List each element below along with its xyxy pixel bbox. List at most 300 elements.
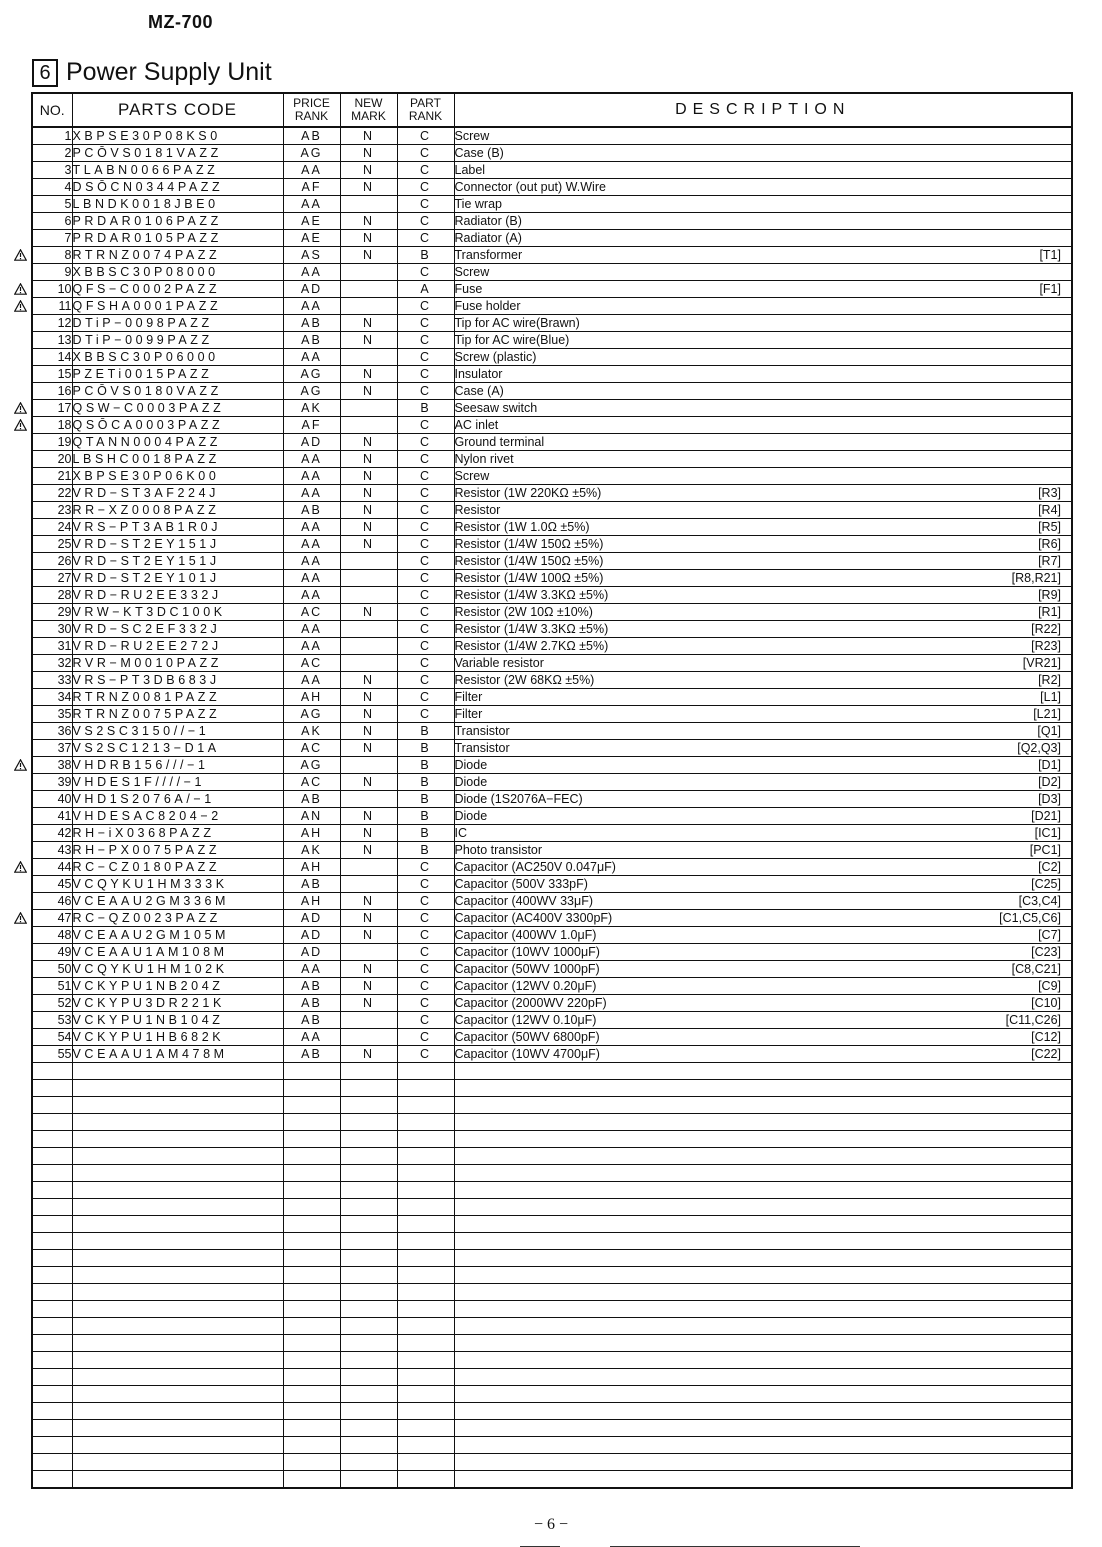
part-rank: C: [397, 638, 454, 655]
empty-cell: [72, 1420, 283, 1437]
description-text: Resistor: [454, 503, 501, 517]
reference-designator: [R22]: [1031, 622, 1061, 636]
price-rank: AD: [283, 927, 340, 944]
description-cell: [454, 757, 1072, 774]
price-rank: AC: [283, 655, 340, 672]
empty-cell: [72, 1097, 283, 1114]
description-text: Capacitor (50WV 6800pF): [454, 1030, 600, 1044]
empty-cell: [72, 1454, 283, 1471]
empty-row: [32, 1131, 1072, 1148]
description-text: IC: [454, 826, 467, 840]
description-cell: [454, 366, 1072, 383]
row-number: 40: [32, 791, 72, 808]
empty-cell: [72, 1386, 283, 1403]
new-mark: [340, 638, 397, 655]
price-rank: AA: [283, 162, 340, 179]
price-rank: AS: [283, 247, 340, 264]
part-rank: C: [397, 162, 454, 179]
table-row: [32, 281, 1072, 298]
description-cell: [454, 485, 1072, 502]
part-rank: C: [397, 519, 454, 536]
new-mark: N: [340, 978, 397, 995]
empty-cell: [72, 1250, 283, 1267]
empty-cell: [283, 1318, 340, 1335]
row-number: 18: [32, 417, 72, 434]
reference-designator: [R8,R21]: [1011, 571, 1061, 585]
reference-designator: [VR21]: [1022, 656, 1061, 670]
safety-warning-icon: [14, 912, 27, 924]
empty-cell: [397, 1403, 454, 1420]
description-cell: [454, 264, 1072, 281]
empty-cell: [397, 1080, 454, 1097]
reference-designator: [C12]: [1031, 1030, 1061, 1044]
empty-cell: [397, 1250, 454, 1267]
new-mark: [340, 791, 397, 808]
table-row: [32, 961, 1072, 978]
description-cell: [454, 825, 1072, 842]
table-row: [32, 604, 1072, 621]
row-number: 23: [32, 502, 72, 519]
parts-code: VRS−PT3AB1R0J: [72, 519, 283, 536]
part-rank: B: [397, 723, 454, 740]
description-text: Screw: [454, 265, 490, 279]
empty-cell: [454, 1267, 1072, 1284]
empty-cell: [32, 1097, 72, 1114]
empty-cell: [283, 1335, 340, 1352]
empty-cell: [340, 1148, 397, 1165]
empty-cell: [32, 1250, 72, 1267]
description-text: Capacitor (12WV 0.20μF): [454, 979, 597, 993]
table-row: [32, 247, 1072, 264]
reference-designator: [R9]: [1038, 588, 1061, 602]
empty-cell: [72, 1437, 283, 1454]
new-mark: N: [340, 910, 397, 927]
row-number: 10: [32, 281, 72, 298]
empty-cell: [397, 1233, 454, 1250]
new-mark: N: [340, 604, 397, 621]
new-mark: N: [340, 213, 397, 230]
empty-cell: [340, 1216, 397, 1233]
row-number: 46: [32, 893, 72, 910]
part-rank: C: [397, 961, 454, 978]
empty-cell: [32, 1080, 72, 1097]
row-number: 34: [32, 689, 72, 706]
empty-cell: [397, 1369, 454, 1386]
description-text: Transistor: [454, 741, 510, 755]
new-mark: [340, 587, 397, 604]
row-number: 39: [32, 774, 72, 791]
empty-cell: [283, 1165, 340, 1182]
price-rank: AE: [283, 230, 340, 247]
empty-cell: [72, 1131, 283, 1148]
description-cell: [454, 502, 1072, 519]
table-row: [32, 451, 1072, 468]
parts-code: VCEAAU1AM478M: [72, 1046, 283, 1063]
empty-cell: [72, 1267, 283, 1284]
empty-row: [32, 1080, 1072, 1097]
empty-cell: [72, 1403, 283, 1420]
table-row: [32, 689, 1072, 706]
description-text: Tip for AC wire(Blue): [454, 333, 570, 347]
empty-cell: [340, 1097, 397, 1114]
price-rank: AG: [283, 757, 340, 774]
empty-cell: [454, 1335, 1072, 1352]
part-rank: C: [397, 417, 454, 434]
table-row: [32, 1046, 1072, 1063]
description-text: Capacitor (400WV 33μF): [454, 894, 594, 908]
description-text: Resistor (2W 10Ω ±10%): [454, 605, 593, 619]
empty-cell: [340, 1063, 397, 1080]
empty-cell: [283, 1148, 340, 1165]
empty-cell: [454, 1454, 1072, 1471]
empty-cell: [283, 1250, 340, 1267]
parts-code: VRW−KT3DC100K: [72, 604, 283, 621]
header-price-rank-line2: RANK: [294, 109, 329, 123]
row-number: 32: [32, 655, 72, 672]
new-mark: [340, 570, 397, 587]
new-mark: [340, 1029, 397, 1046]
reference-designator: [Q2,Q3]: [1017, 741, 1061, 755]
empty-cell: [340, 1386, 397, 1403]
new-mark: N: [340, 247, 397, 264]
table-row: [32, 145, 1072, 162]
parts-code: VCQYKU1HM102K: [72, 961, 283, 978]
empty-cell: [283, 1369, 340, 1386]
description-text: Resistor (1/4W 150Ω ±5%): [454, 537, 604, 551]
description-cell: [454, 145, 1072, 162]
part-rank: C: [397, 332, 454, 349]
safety-warning-icon: [14, 419, 27, 431]
table-row: [32, 638, 1072, 655]
parts-code: XBPSE30P08KS0: [72, 127, 283, 145]
table-row: [32, 791, 1072, 808]
price-rank: AA: [283, 621, 340, 638]
empty-cell: [397, 1437, 454, 1454]
row-number: 55: [32, 1046, 72, 1063]
header-new-mark-line2: MARK: [351, 109, 386, 123]
price-rank: AH: [283, 825, 340, 842]
part-rank: C: [397, 145, 454, 162]
empty-cell: [72, 1352, 283, 1369]
row-number: 43: [32, 842, 72, 859]
description-text: Resistor (1/4W 3.3KΩ ±5%): [454, 622, 609, 636]
price-rank: AA: [283, 961, 340, 978]
table-row: [32, 485, 1072, 502]
table-row: [32, 859, 1072, 876]
parts-code: PCŌVS0181VAZZ: [72, 145, 283, 162]
row-number: 22: [32, 485, 72, 502]
description-text: Diode: [454, 758, 488, 772]
empty-cell: [340, 1454, 397, 1471]
price-rank: AB: [283, 1046, 340, 1063]
reference-designator: [C2]: [1038, 860, 1061, 874]
table-row: [32, 672, 1072, 689]
description-text: Transistor: [454, 724, 510, 738]
table-row: [32, 213, 1072, 230]
row-number: 4: [32, 179, 72, 196]
price-rank: AC: [283, 774, 340, 791]
empty-cell: [283, 1437, 340, 1454]
parts-table: [31, 92, 1073, 1489]
page-number: − 6 −: [533, 1516, 569, 1533]
part-rank: C: [397, 910, 454, 927]
description-cell: [454, 127, 1072, 145]
empty-cell: [454, 1471, 1072, 1489]
row-number: 44: [32, 859, 72, 876]
empty-cell: [454, 1216, 1072, 1233]
part-rank: B: [397, 247, 454, 264]
reference-designator: [C7]: [1038, 928, 1061, 942]
table-row: [32, 127, 1072, 145]
description-text: Screw: [454, 129, 490, 143]
price-rank: AD: [283, 434, 340, 451]
reference-designator: [C8,C21]: [1011, 962, 1061, 976]
row-number: 7: [32, 230, 72, 247]
safety-warning-icon: [14, 861, 27, 873]
price-rank: AD: [283, 944, 340, 961]
row-number: 17: [32, 400, 72, 417]
empty-cell: [454, 1114, 1072, 1131]
empty-row: [32, 1284, 1072, 1301]
header-description: DESCRIPTION: [454, 93, 1072, 127]
parts-code: VHDESAC8204−2: [72, 808, 283, 825]
price-rank: AA: [283, 1029, 340, 1046]
price-rank: AH: [283, 689, 340, 706]
new-mark: [340, 417, 397, 434]
empty-row: [32, 1437, 1072, 1454]
parts-code: PRDAR0105PAZZ: [72, 230, 283, 247]
table-row: [32, 995, 1072, 1012]
row-number: 38: [32, 757, 72, 774]
safety-warning-icon: [14, 759, 27, 771]
parts-code: LBSHC0018PAZZ: [72, 451, 283, 468]
description-text: Resistor (2W 68KΩ ±5%): [454, 673, 595, 687]
part-rank: C: [397, 468, 454, 485]
part-rank: C: [397, 859, 454, 876]
parts-code: VHDRB156///−1: [72, 757, 283, 774]
table-row: [32, 349, 1072, 366]
row-number: 47: [32, 910, 72, 927]
table-row: [32, 723, 1072, 740]
price-rank: AB: [283, 502, 340, 519]
reference-designator: [C3,C4]: [1018, 894, 1061, 908]
price-rank: AB: [283, 995, 340, 1012]
description-text: Seesaw switch: [454, 401, 538, 415]
header-parts-code: PARTS CODE: [72, 93, 283, 127]
description-cell: [454, 196, 1072, 213]
description-text: Resistor (1W 1.0Ω ±5%): [454, 520, 590, 534]
description-text: Transformer: [454, 248, 523, 262]
part-rank: B: [397, 808, 454, 825]
row-number: 15: [32, 366, 72, 383]
empty-cell: [283, 1284, 340, 1301]
table-header-row: [32, 93, 1072, 127]
row-number: 29: [32, 604, 72, 621]
empty-cell: [397, 1335, 454, 1352]
empty-cell: [340, 1284, 397, 1301]
price-rank: AD: [283, 910, 340, 927]
header-new-mark: [340, 93, 397, 127]
new-mark: [340, 876, 397, 893]
price-rank: AE: [283, 213, 340, 230]
empty-cell: [32, 1318, 72, 1335]
part-rank: B: [397, 842, 454, 859]
empty-cell: [32, 1386, 72, 1403]
table-row: [32, 621, 1072, 638]
empty-cell: [340, 1233, 397, 1250]
table-row: [32, 417, 1072, 434]
part-rank: C: [397, 127, 454, 145]
description-text: Tie wrap: [454, 197, 502, 211]
new-mark: [340, 196, 397, 213]
reference-designator: [L21]: [1033, 707, 1061, 721]
parts-code: VCKYPU3DR221K: [72, 995, 283, 1012]
header-part-rank-line2: RANK: [408, 109, 443, 123]
empty-cell: [397, 1420, 454, 1437]
row-number: 16: [32, 383, 72, 400]
parts-code: RTRNZ0074PAZZ: [72, 247, 283, 264]
part-rank: C: [397, 213, 454, 230]
empty-cell: [340, 1352, 397, 1369]
description-text: Capacitor (10WV 1000μF): [454, 945, 600, 959]
empty-cell: [397, 1284, 454, 1301]
empty-cell: [454, 1369, 1072, 1386]
empty-cell: [32, 1369, 72, 1386]
new-mark: [340, 757, 397, 774]
price-rank: AA: [283, 638, 340, 655]
parts-code: QFS−C0002PAZZ: [72, 281, 283, 298]
row-number: 49: [32, 944, 72, 961]
table-row: [32, 774, 1072, 791]
parts-code: VRD−ST2EY101J: [72, 570, 283, 587]
empty-row: [32, 1165, 1072, 1182]
part-rank: C: [397, 944, 454, 961]
part-rank: C: [397, 502, 454, 519]
description-cell: [454, 230, 1072, 247]
description-text: Capacitor (400WV 1.0μF): [454, 928, 597, 942]
empty-cell: [72, 1165, 283, 1182]
empty-cell: [397, 1131, 454, 1148]
part-rank: B: [397, 774, 454, 791]
empty-cell: [397, 1199, 454, 1216]
empty-cell: [397, 1097, 454, 1114]
empty-row: [32, 1352, 1072, 1369]
description-text: Screw: [454, 469, 490, 483]
price-rank: AK: [283, 842, 340, 859]
section-title: Power Supply Unit: [66, 58, 272, 86]
description-cell: [454, 808, 1072, 825]
parts-code: VCEAAU1AM108M: [72, 944, 283, 961]
empty-cell: [72, 1199, 283, 1216]
parts-code: RH−PX0075PAZZ: [72, 842, 283, 859]
header-part-rank: [397, 93, 454, 127]
empty-cell: [454, 1182, 1072, 1199]
empty-cell: [340, 1420, 397, 1437]
description-text: Variable resistor: [454, 656, 544, 670]
row-number: 8: [32, 247, 72, 264]
table-row: [32, 1029, 1072, 1046]
description-cell: [454, 655, 1072, 672]
new-mark: N: [340, 927, 397, 944]
table-row: [32, 315, 1072, 332]
empty-row: [32, 1233, 1072, 1250]
reference-designator: [R5]: [1038, 520, 1061, 534]
empty-cell: [454, 1250, 1072, 1267]
empty-cell: [397, 1318, 454, 1335]
reference-designator: [F1]: [1039, 282, 1061, 296]
part-rank: B: [397, 757, 454, 774]
reference-designator: [R23]: [1031, 639, 1061, 653]
parts-code: VRD−ST2EY151J: [72, 553, 283, 570]
empty-row: [32, 1250, 1072, 1267]
description-text: Tip for AC wire(Brawn): [454, 316, 580, 330]
empty-cell: [397, 1165, 454, 1182]
price-rank: AA: [283, 519, 340, 536]
empty-cell: [454, 1199, 1072, 1216]
part-rank: C: [397, 315, 454, 332]
table-row: [32, 332, 1072, 349]
description-text: Diode: [454, 775, 488, 789]
row-number: 53: [32, 1012, 72, 1029]
description-text: Resistor (1/4W 150Ω ±5%): [454, 554, 604, 568]
description-text: Case (A): [454, 384, 504, 398]
empty-cell: [32, 1420, 72, 1437]
table-row: [32, 825, 1072, 842]
empty-cell: [32, 1267, 72, 1284]
reference-designator: [R6]: [1038, 537, 1061, 551]
empty-cell: [340, 1471, 397, 1489]
empty-cell: [340, 1250, 397, 1267]
part-rank: C: [397, 604, 454, 621]
empty-cell: [72, 1284, 283, 1301]
description-cell: [454, 519, 1072, 536]
table-row: [32, 655, 1072, 672]
empty-cell: [283, 1420, 340, 1437]
parts-code: XBPSE30P06K00: [72, 468, 283, 485]
row-number: 37: [32, 740, 72, 757]
empty-cell: [72, 1471, 283, 1489]
price-rank: AB: [283, 315, 340, 332]
description-cell: [454, 162, 1072, 179]
description-cell: [454, 944, 1072, 961]
reference-designator: [D21]: [1031, 809, 1061, 823]
parts-code: QTANN0004PAZZ: [72, 434, 283, 451]
price-rank: AK: [283, 400, 340, 417]
empty-cell: [340, 1199, 397, 1216]
empty-cell: [454, 1403, 1072, 1420]
empty-cell: [72, 1318, 283, 1335]
model-title: MZ-700: [148, 12, 214, 32]
description-text: AC inlet: [454, 418, 499, 432]
row-number: 27: [32, 570, 72, 587]
part-rank: C: [397, 927, 454, 944]
new-mark: N: [340, 825, 397, 842]
part-rank: C: [397, 570, 454, 587]
part-rank: C: [397, 672, 454, 689]
parts-code: RTRNZ0075PAZZ: [72, 706, 283, 723]
description-cell: [454, 553, 1072, 570]
empty-cell: [340, 1267, 397, 1284]
part-rank: C: [397, 689, 454, 706]
row-number: 28: [32, 587, 72, 604]
price-rank: AG: [283, 366, 340, 383]
empty-cell: [72, 1114, 283, 1131]
empty-cell: [32, 1165, 72, 1182]
part-rank: C: [397, 536, 454, 553]
price-rank: AA: [283, 485, 340, 502]
new-mark: N: [340, 519, 397, 536]
new-mark: [340, 1012, 397, 1029]
